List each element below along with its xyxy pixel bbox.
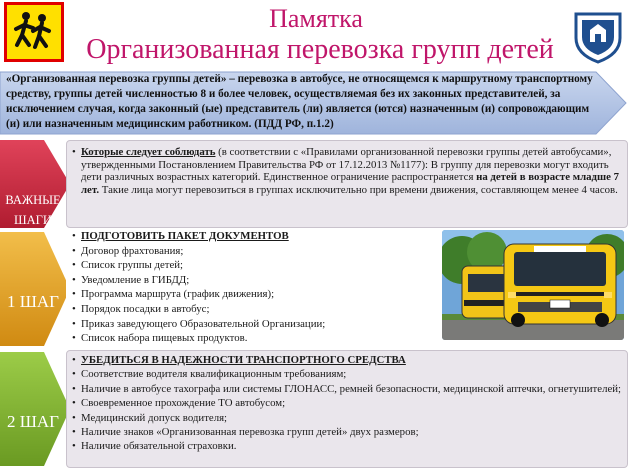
list-item: • Список группы детей; <box>72 258 442 273</box>
list-item: • Наличие обязательной страховки. <box>72 439 622 453</box>
list-item: • Программа маршрута (график движения); <box>72 287 442 302</box>
school-bus-photo <box>442 230 624 340</box>
step-label-line1: ВАЖНЫЕ <box>5 193 61 207</box>
list-item: • Уведомление в ГИБДД; <box>72 273 442 288</box>
vehicle-check-list <box>72 353 622 454</box>
section-heading: • УБЕДИТЬСЯ В НАДЕЖНОСТИ ТРАНСПОРТНОГО СРЕДСТВА <box>72 353 622 367</box>
list-item: • Список набора пищевых продуктов. <box>72 331 442 346</box>
list-item: • Порядок посадки в автобус; <box>72 302 442 317</box>
step-label: 1 ШАГ <box>6 292 59 311</box>
page-subtitle: Организованная перевозка групп детей <box>86 34 554 65</box>
definition-text <box>6 72 596 132</box>
step-arrow-important <box>0 140 72 228</box>
section-heading: Которые следует соблюдать <box>81 146 216 158</box>
list-item: • Соответствие водителя квалификационным требованиям; <box>72 367 622 381</box>
step-arrow-2 <box>0 352 72 466</box>
list-item: • Своевременное прохождение ТО автобусом; <box>72 396 622 410</box>
list-item: • Наличие знаков «Организованная перевозка групп детей» двух размеров; <box>72 425 622 439</box>
page-title: Памятка <box>269 4 363 33</box>
definition-body: – перевозка в автобусе, не относящемся к маршрутному транспортному средству, группы детей численностью 8 и более человек, осуществляемая без их законных представителей, за исключением случая, когда законный (ые) представитель (ли) является (ются) назначенным (и) сопровождающим (и) или назначенным медицинским работником. (ПДД РФ, п.1.2) <box>6 73 593 130</box>
documents-list <box>72 229 442 346</box>
step-arrow-1 <box>0 232 72 346</box>
list-item: • Договор фрахтования; <box>72 244 442 259</box>
important-steps-text <box>72 146 622 196</box>
step-label-line2: ШАГИ <box>14 213 52 227</box>
list-item: • Которые следует соблюдать (в соответствии с «Правилами организованной перевозки группы детей автобусами», утвержденными Постановлением Правительства РФ от 17.12.2013 №1177): В группу для перевозки могут входить дети различных возрастных категорий. Единственное ограничение распространяется на детей в возрасте младше 7 лет. Такие лица могут перевозиться в группах исключительно при времени движения, составляющем менее 4 часов. <box>72 146 622 196</box>
emblem-logo-icon <box>568 4 628 64</box>
definition-term: «Организованная перевозка группы детей» <box>6 73 227 85</box>
list-item: • Приказ заведующего Образовательной Организации; <box>72 317 442 332</box>
list-item: • Наличие в автобусе тахографа или системы ГЛОНАСС, ремней безопасности, медицинской аптечки, огнетушителей; <box>72 382 622 396</box>
step-label: 2 ШАГ <box>6 412 59 431</box>
list-item: • Медицинский допуск водителя; <box>72 411 622 425</box>
section-heading: • ПОДГОТОВИТЬ ПАКЕТ ДОКУМЕНТОВ <box>72 229 442 244</box>
